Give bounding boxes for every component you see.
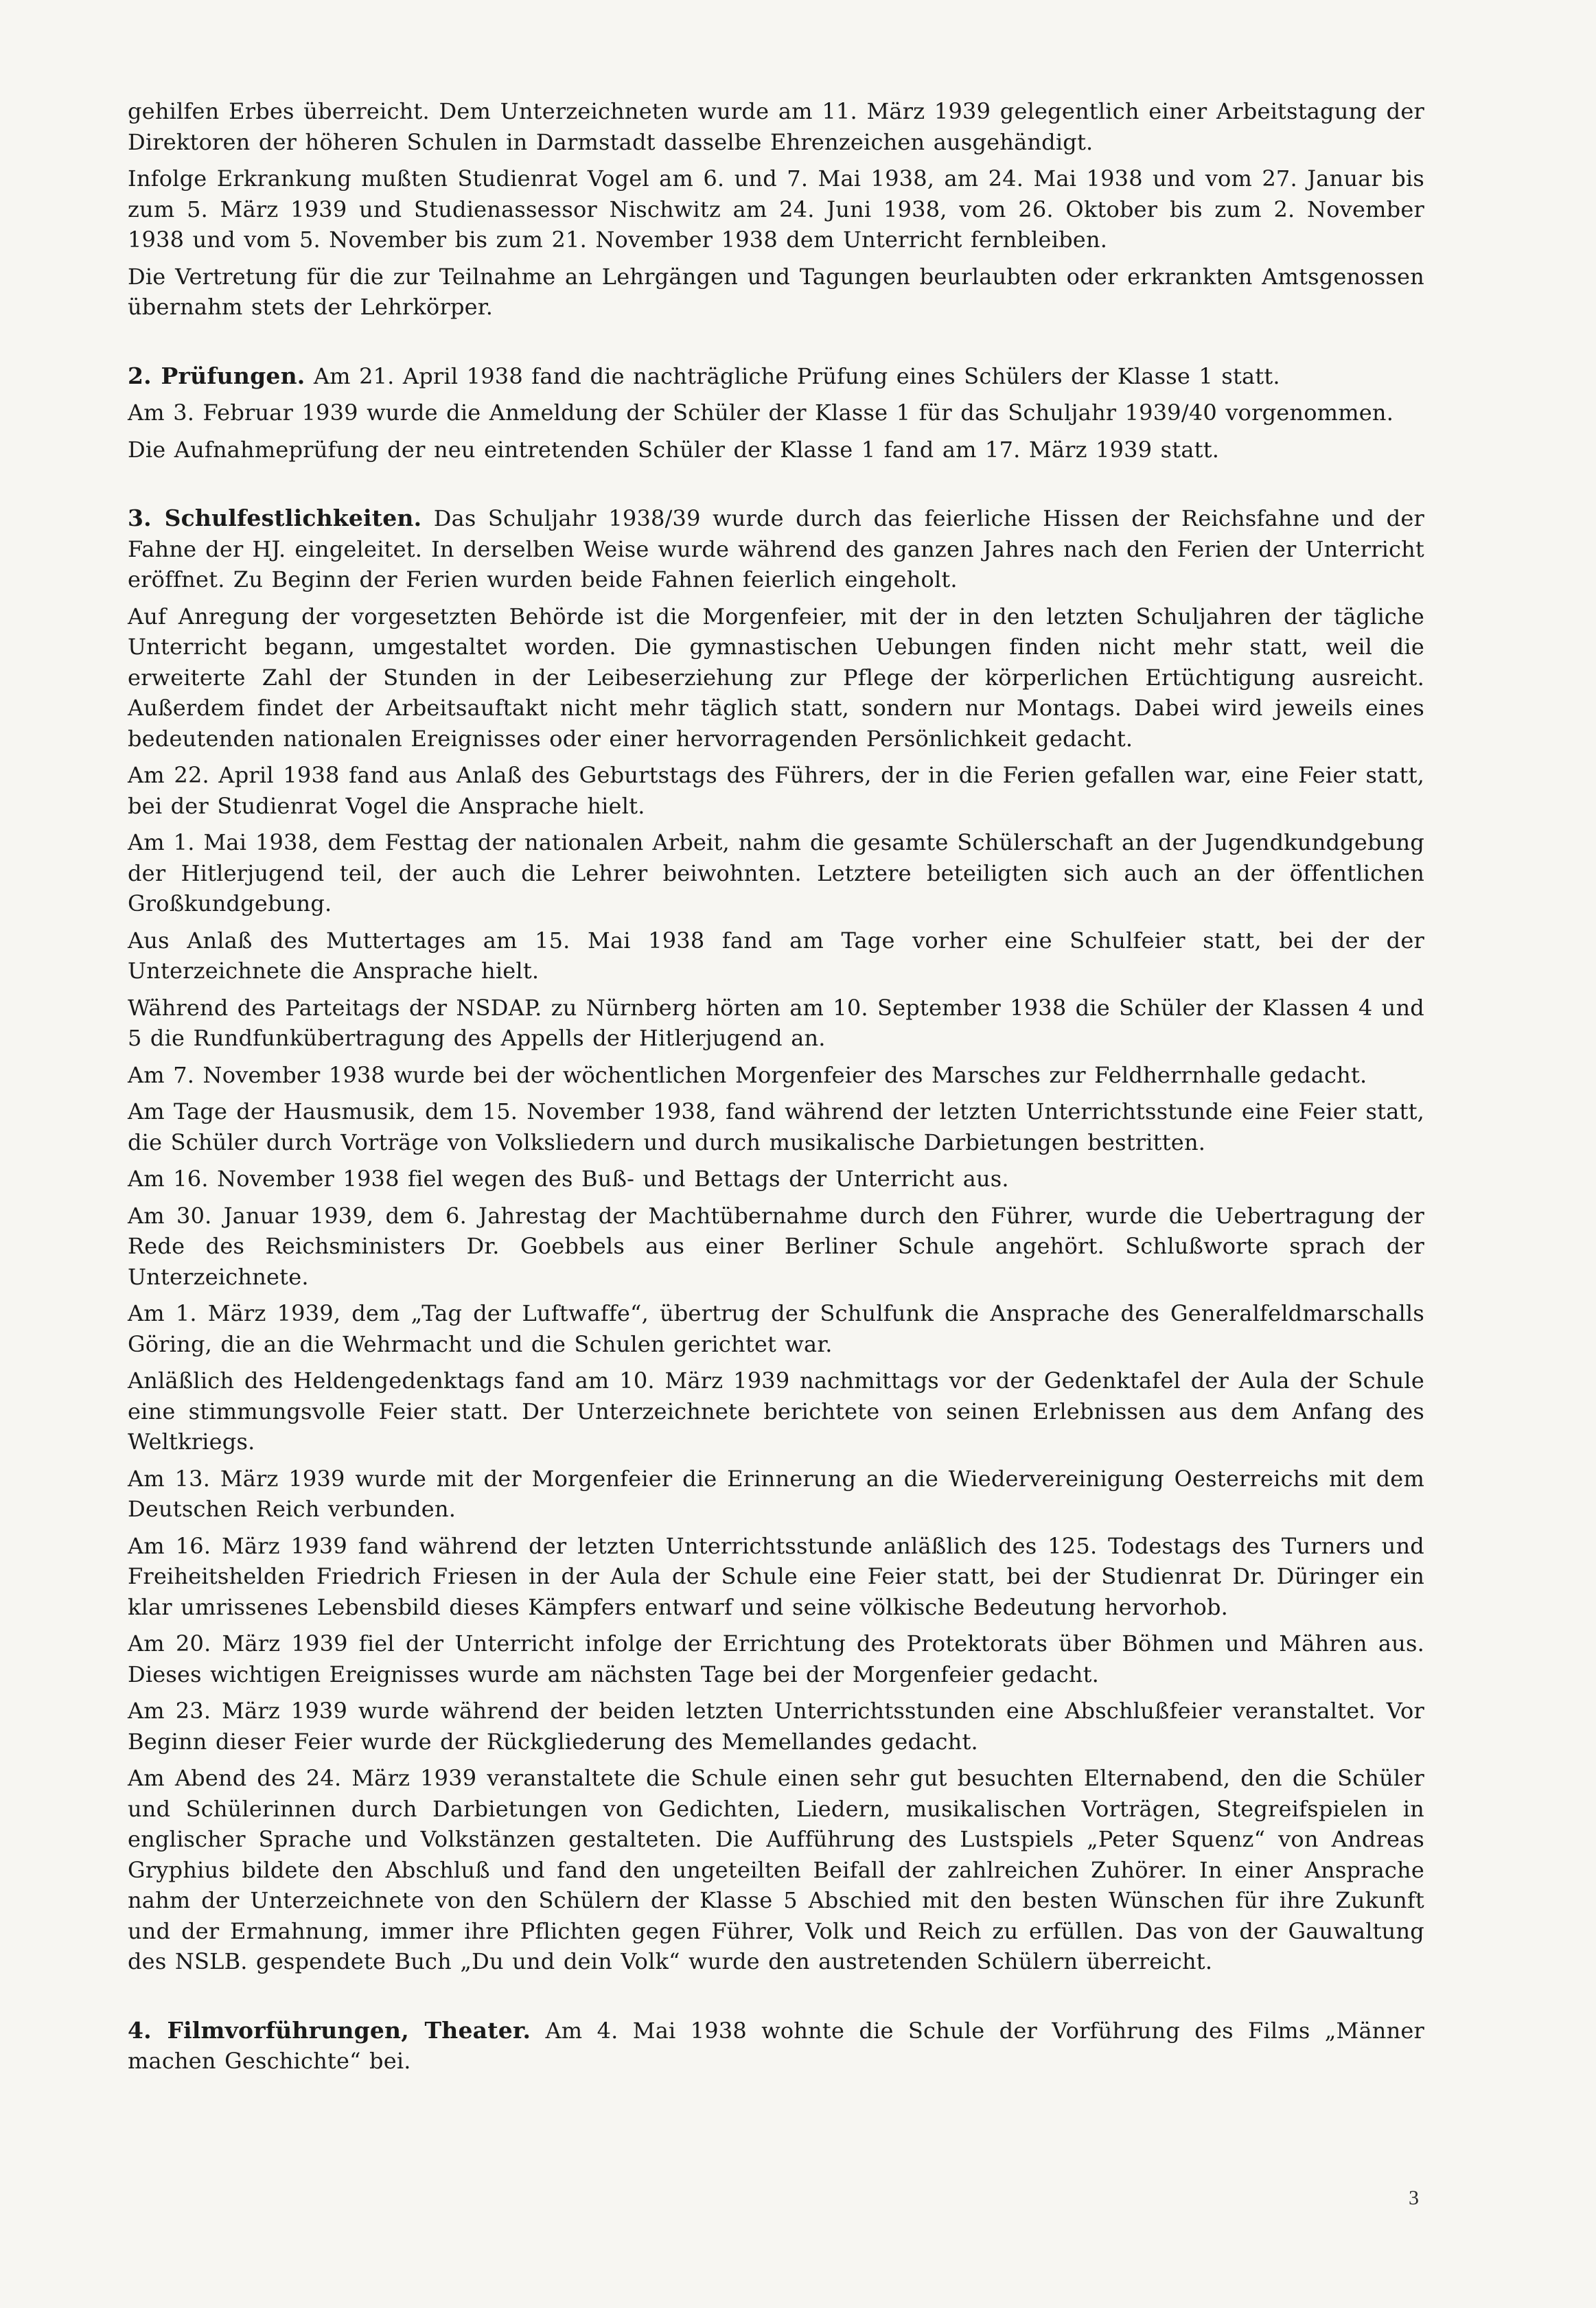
paragraph-text: Am 21. April 1938 fand die nachträgliche Prüfung eines Schülers der Klasse 1 statt. <box>313 362 1280 389</box>
paragraph: Anläßlich des Heldengedenktags fand am 10. März 1939 nachmittags vor der Gedenktafel der Aula der Schule eine stimmungsvolle Feier statt. Der Unterzeichnete berichtete von seinen Erlebnissen aus dem Anfang des Weltkriegs. <box>128 1368 1424 1455</box>
section-pruefungen <box>128 361 1424 465</box>
paragraph <box>128 2016 1424 2077</box>
paragraph: Auf Anregung der vorgesetzten Behörde ist die Morgenfeier, mit der in den letzten Schuljahren der tägliche Unterricht begann, umgestaltet worden. Die gymnastischen Uebungen finden nicht mehr statt, weil die erweiterte Zahl der Stunden in der Leibeserziehung zur Pflege der körperlichen Ertüchtigung ausreicht. Außerdem findet der Arbeitsauftakt nicht mehr täglich statt, sondern nur Montags. Dabei wird jeweils eines bedeutenden nationalen Ereignisses oder einer hervorragenden Persönlichkeit gedacht. <box>128 603 1424 752</box>
paragraph-text: Das Schuljahr 1938/39 wurde durch das feierliche Hissen der Reichsfahne und der Fahne der HJ. eingeleitet. In derselben Weise wurde während des ganzen Jahres nach den Ferien der Unterricht eröffnet. Zu Beginn der Ferien wurden beide Fahnen feierlich eingeholt. <box>128 505 1424 592</box>
paragraph: Am 23. März 1939 wurde während der beiden letzten Unterrichtsstunden eine Abschlußfeier veranstaltet. Vor Beginn dieser Feier wurde der Rückgliederung des Memellandes gedacht. <box>128 1698 1424 1755</box>
paragraph <box>128 503 1424 595</box>
paragraph: Am 7. November 1938 wurde bei der wöchentlichen Morgenfeier des Marsches zur Feldherrnhalle gedacht. <box>128 1061 1367 1088</box>
section-schulfestlichkeiten <box>128 503 1424 1977</box>
paragraph: Am 16. November 1938 fiel wegen des Buß- und Bettags der Unterricht aus. <box>128 1166 1009 1192</box>
section-heading: 2. Prüfungen. <box>128 362 305 389</box>
paragraph <box>128 361 1424 392</box>
paragraph: Die Aufnahmeprüfung der neu eintretenden Schüler der Klasse 1 fand am 17. März 1939 statt. <box>128 436 1220 463</box>
paragraph: Aus Anlaß des Muttertages am 15. Mai 1938 fand am Tage vorher eine Schulfeier statt, bei der der Unterzeichnete die Ansprache hielt. <box>128 927 1424 984</box>
paragraph-text: Am 4. Mai 1938 wohnte die Schule der Vorführung des Films „Männer machen Geschichte“ bei. <box>128 2017 1425 2074</box>
paragraph: Am 22. April 1938 fand aus Anlaß des Geburtstags des Führers, der in die Ferien gefallen war, eine Feier statt, bei der Studienrat Vogel die Ansprache hielt. <box>128 762 1424 819</box>
paragraph: Die Vertretung für die zur Teilnahme an Lehrgängen und Tagungen beurlaubten oder erkrankten Amtsgenossen übernahm stets der Lehrkörper. <box>128 263 1424 320</box>
paragraph: Am 1. Mai 1938, dem Festtag der nationalen Arbeit, nahm die gesamte Schülerschaft an der Jugendkundgebung der Hitlerjugend teil, der auch die Lehrer beiwohnten. Letztere beteiligten sich auch an der öffentlichen Großkundgebung. <box>128 829 1424 916</box>
paragraph: Am 13. März 1939 wurde mit der Morgenfeier die Erinnerung an die Wiedervereinigung Oesterreichs mit dem Deutschen Reich verbunden. <box>128 1465 1424 1522</box>
paragraph: Am 30. Januar 1939, dem 6. Jahrestag der Machtübernahme durch den Führer, wurde die Uebertragung der Rede des Reichsministers Dr. Goebbels aus einer Berliner Schule angehört. Schlußworte sprach der Unterzeichnete. <box>128 1202 1424 1290</box>
paragraph: Infolge Erkrankung mußten Studienrat Vogel am 6. und 7. Mai 1938, am 24. Mai 1938 und vom 27. Januar bis zum 5. März 1939 und Studienassessor Nischwitz am 24. Juni 1938, vom 26. Oktober bis zum 2. November 1938 und vom 5. November bis zum 21. November 1938 dem Unterricht fernbleiben. <box>128 165 1424 253</box>
page-number: 3 <box>1409 2186 1419 2209</box>
section-heading: 3. Schulfestlichkeiten. <box>128 505 422 531</box>
section-filmvorfuehrungen <box>128 2016 1424 2077</box>
paragraph: Während des Parteitags der NSDAP. zu Nürnberg hörten am 10. September 1938 die Schüler der Klassen 4 und 5 die Rundfunkübertragung des Appells der Hitlerjugend an. <box>128 994 1424 1051</box>
section-1-continuation <box>128 96 1424 323</box>
section-heading: 4. Filmvorführungen, Theater. <box>128 2016 531 2044</box>
paragraph: Am 20. März 1939 fiel der Unterricht infolge der Errichtung des Protektorats über Böhmen und Mähren aus. Dieses wichtigen Ereignisses wurde am nächsten Tage bei der Morgenfeier gedacht. <box>128 1630 1424 1687</box>
paragraph: Am 1. März 1939, dem „Tag der Luftwaffe“, übertrug der Schulfunk die Ansprache des Generalfeldmarschalls Göring, die an die Wehrmacht und die Schulen gerichtet war. <box>128 1300 1424 1357</box>
paragraph: Am 16. März 1939 fand während der letzten Unterrichtsstunde anläßlich des 125. Todestags des Turners und Freiheitshelden Friedrich Friesen in der Aula der Schule eine Feier statt, bei der Studienrat Dr. Düringer ein klar umrissenes Lebensbild dieses Kämpfers entwarf und seine völkische Bedeutung hervorhob. <box>128 1532 1424 1620</box>
paragraph: Am Tage der Hausmusik, dem 15. November 1938, fand während der letzten Unterrichtsstunde eine Feier statt, die Schüler durch Vorträge von Volksliedern und durch musikalische Darbietungen bestritten. <box>128 1098 1424 1155</box>
paragraph: Am Abend des 24. März 1939 veranstaltete die Schule einen sehr gut besuchten Elternabend, den die Schüler und Schülerinnen durch Darbietungen von Gedichten, Liedern, musikalischen Vorträgen, Stegreifspielen in englischer Sprache und Volkstänzen gestalteten. Die Aufführung des Lustspiels „Peter Squenz“ von Andreas Gryphius bildete den Abschluß und fand den ungeteilten Beifall der zahlreichen Zuhörer. In einer Ansprache nahm der Unterzeichnete von den Schülern der Klasse 5 Abschied mit den besten Wünschen für ihre Zukunft und der Ermahnung, immer ihre Pflichten gegen Führer, Volk und Reich zu erfüllen. Das von der Gauwaltung des NSLB. gespendete Buch „Du und dein Volk“ wurde den austretenden Schülern überreicht. <box>128 1765 1424 1974</box>
paragraph: gehilfen Erbes überreicht. Dem Unterzeichneten wurde am 11. März 1939 gelegentlich einer Arbeitstagung der Direktoren der höheren Schulen in Darmstadt dasselbe Ehrenzeichen ausgehändigt. <box>128 98 1424 155</box>
paragraph: Am 3. Februar 1939 wurde die Anmeldung der Schüler der Klasse 1 für das Schuljahr 1939/40 vorgenommen. <box>128 400 1394 426</box>
